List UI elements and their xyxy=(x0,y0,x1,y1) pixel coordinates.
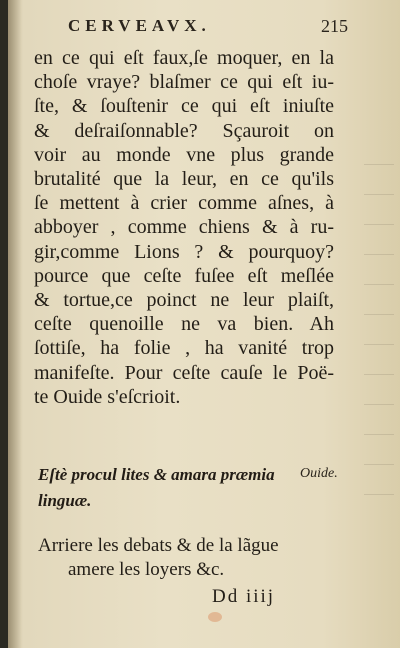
text-line: brutalité que la leur, en ce qu'ils xyxy=(34,168,334,191)
quote-line: Eſtè procul lites & amara præmia xyxy=(38,465,275,484)
text-line: ſe mettent à crier comme aſnes, à xyxy=(34,192,334,215)
text-line: ſte, & ſouſtenir ce qui eſt iniuſte xyxy=(34,95,334,118)
ink-smudge xyxy=(208,612,222,622)
text-line: voir au monde vne plus grande xyxy=(34,143,334,166)
running-title: CERVEAVX. xyxy=(68,16,211,35)
text-line: pource que ceſte fuſee eſt meſlée xyxy=(34,264,334,287)
latin-quote xyxy=(38,462,298,514)
book-page xyxy=(8,0,400,648)
signature-mark: Dd iiij xyxy=(212,586,276,607)
body-text xyxy=(34,46,334,409)
translation xyxy=(38,534,328,582)
gutter-shadow xyxy=(8,0,22,648)
text-line: te Ouide s'eſcrioit. xyxy=(34,385,181,408)
translation-line: Arriere les debats & de la lãgue xyxy=(38,535,279,556)
text-line: gir,comme Lions ? & pourquoy? xyxy=(34,240,334,263)
text-line: manifeſte. Pour ceſte cauſe le Poë- xyxy=(34,361,334,384)
text-line: ſottiſe, ha folie , ha vanité trop xyxy=(34,337,334,360)
page-number: 215 xyxy=(321,16,348,36)
quote-line: linguæ. xyxy=(38,491,92,510)
text-line: en ce qui eſt faux,ſe moquer, en la xyxy=(34,47,334,69)
text-line: & tortue,ce poinct ne leur plaiſt, xyxy=(34,289,334,312)
text-line: choſe vraye? blaſmer ce qui eſt iu- xyxy=(34,71,334,94)
text-line: & deſraiſonnable? Sçauroit on xyxy=(34,119,334,142)
show-through-text xyxy=(364,150,394,510)
margin-note: Ouide. xyxy=(300,466,338,481)
translation-line: amere les loyers &c. xyxy=(68,559,225,580)
page-header xyxy=(58,14,348,40)
text-line: ceſte quenoille ne va bien. Ah xyxy=(34,313,334,336)
text-line: abboyer , comme chiens & à ru- xyxy=(34,216,334,239)
